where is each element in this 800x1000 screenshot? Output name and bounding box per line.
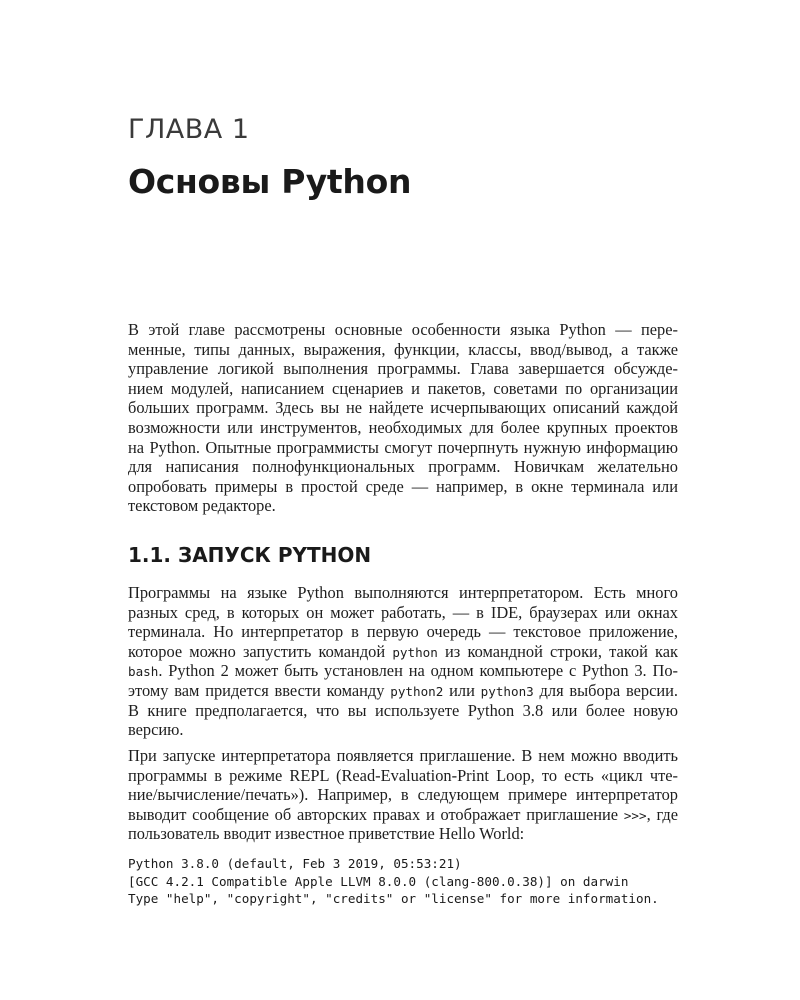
text-segment: , где [646,804,678,824]
text-line: нием модулей, написанием сценариев и пакетов, советами по организации [128,378,678,398]
text-line: версию. [128,720,184,740]
text-segment: которое можно запустить командой [128,641,393,661]
text-line: терминала. Но интерпретатор в первую очередь — текстовое приложение, [128,622,678,642]
inline-code: >>> [623,807,647,823]
code-line: [GCC 4.2.1 Compatible Apple LLVM 8.0.0 (clang-800.0.38)] on darwin [128,873,629,889]
text-line: При запуске интерпретатора появляется приглашение. В нем можно вводить [128,746,678,765]
inline-code: python3 [480,683,534,699]
text-line: для написания полнофункциональных программ. Новичкам желательно [128,457,678,477]
text-line [128,642,678,662]
chapter-title: Основы Python [128,162,412,201]
text-line: пользователь вводит известное приветствие Hello World: [128,824,525,844]
text-line: управление логикой выполнения программы. Глава завершается обсужде- [128,359,678,379]
inline-code: python2 [390,683,444,699]
chapter-label: ГЛАВА 1 [128,114,250,145]
text-segment: выводит сообщение об авторских правах и отображает приглашение [128,804,624,824]
text-line: В этой главе рассмотрены основные особенности языка Python — пере- [128,320,678,339]
text-line: В книге предполагается, что вы используете Python 3.8 или более новую [128,700,678,720]
intro-paragraph [128,320,678,516]
code-block [128,855,659,908]
text-segment: . Python 2 может быть установлен на одном компьютере с Python 3. По- [158,661,678,681]
text-line: Программы на языке Python выполняются интерпретатором. Есть много [128,583,678,602]
text-line [128,661,678,681]
text-segment: или [443,680,481,700]
text-line [128,805,678,825]
text-line: программы в режиме REPL (Read-Evaluation-Print Loop, то есть «цикл чте- [128,765,678,785]
text-segment: этому вам придется ввести команду [128,680,391,700]
section-paragraph-1 [128,583,678,740]
text-line: опробовать примеры в простой среде — например, в окне терминала или [128,476,678,496]
section-paragraph-2 [128,746,678,844]
text-segment: для выбора версии. [533,680,678,700]
text-segment: из командной строки, такой как [437,641,678,661]
code-line: Type "help", "copyright", "credits" or "license" for more information. [128,891,659,906]
text-line: менные, типы данных, выражения, функции, классы, ввод/вывод, а также [128,339,678,359]
inline-code: python [392,644,438,660]
section-heading: 1.1. ЗАПУСК PYTHON [128,543,372,567]
text-line: возможности или инструментов, необходимых для более крупных проектов [128,417,678,437]
inline-code: bash [128,664,159,680]
text-line [128,681,678,701]
code-line: Python 3.8.0 (default, Feb 3 2019, 05:53:21) [128,856,462,871]
text-line: ние/вычисление/печать»). Например, в следующем примере интерпретатор [128,785,678,805]
text-line: разных сред, в которых он может работать, — в IDE, браузерах или окнах [128,602,678,622]
text-line: текстовом редакторе. [128,496,276,516]
text-line: больших программ. Здесь вы не найдете исчерпывающих описаний каждой [128,398,678,418]
text-line: на Python. Опытные программисты смогут почерпнуть нужную информацию [128,437,678,457]
